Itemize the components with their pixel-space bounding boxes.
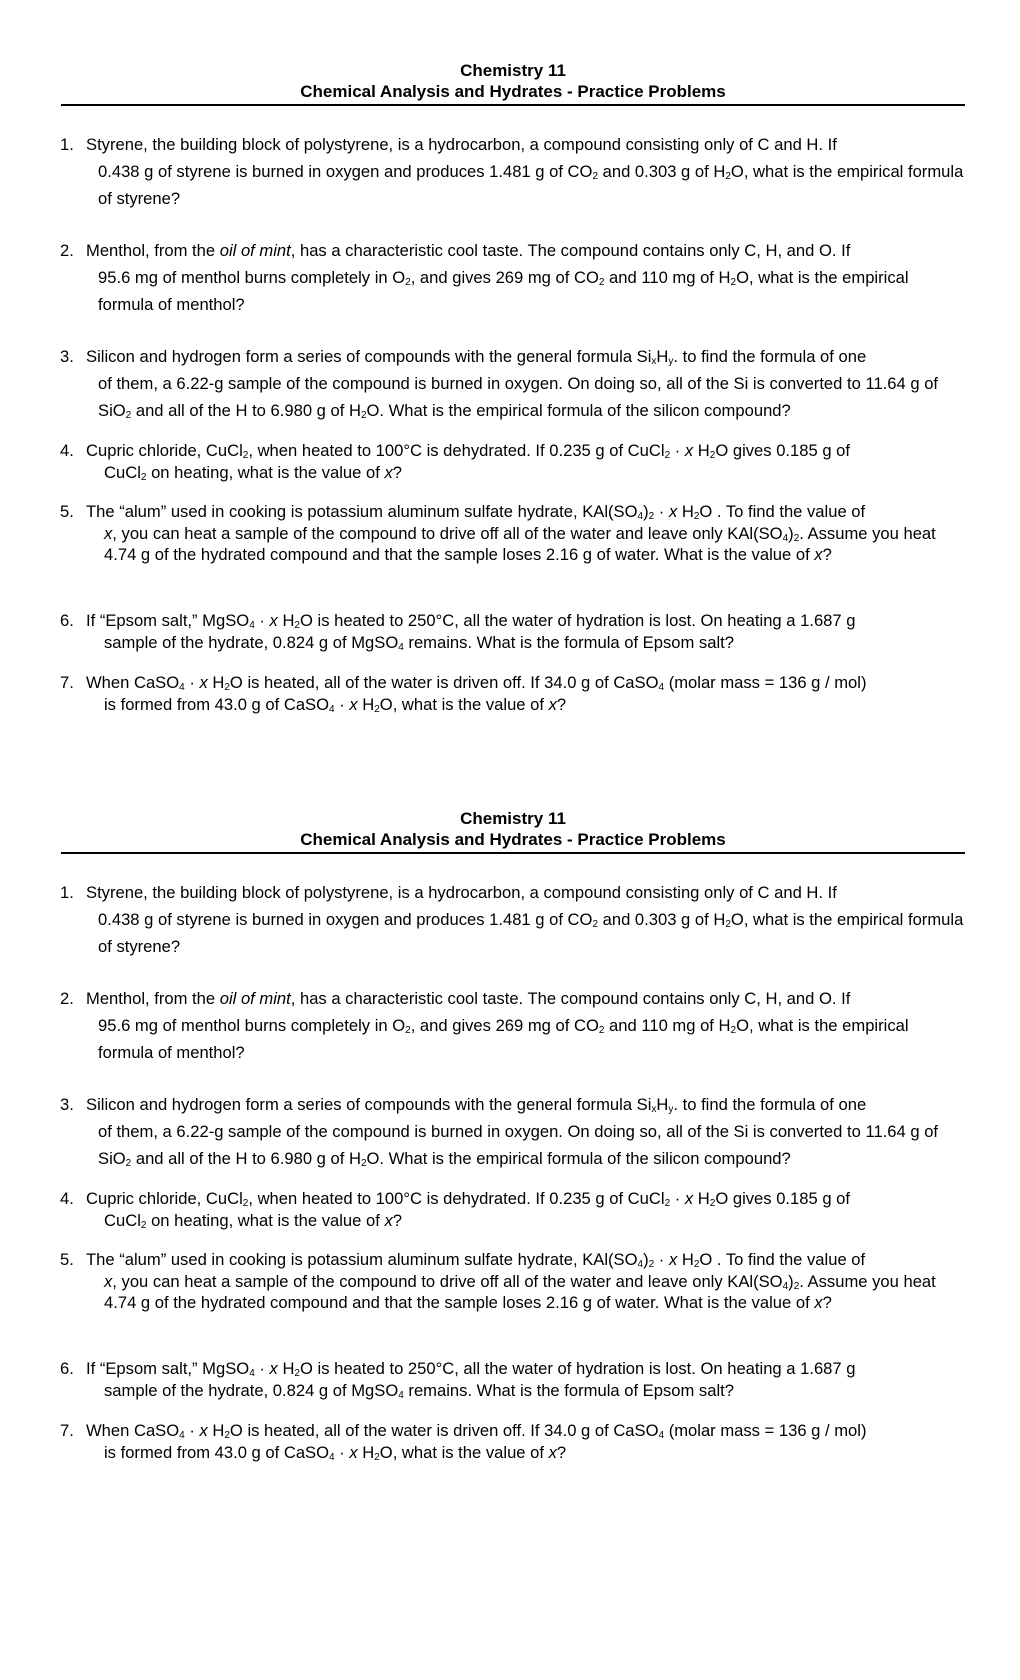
question-1 [60,879,965,960]
worksheet-header [61,808,965,850]
question-7 [60,1420,965,1463]
question-text: When CaSO$_4$ · x $H_2O$ is heated, all of the water is driven off. If 34.0 g of CaSO$_4$ (molar mass = 136 g / mol) is formed from 43.0 g of CaSO$_4$ · x $H_2O$, what is the value of x? [86,1421,867,1463]
question-number: 3. [60,347,74,366]
course-title: Chemistry 11 [460,809,566,828]
question-text: Cupric chloride, CuCl$_2$, when heated to 100°C is dehydrated. If 0.235 g of CuCl$_2$ · x $H_2O$ gives 0.185 g of CuCl$_2$ on heating, what is the value of x? [86,1189,851,1231]
worksheet-title: Chemical Analysis and Hydrates - Practice Problems [300,82,726,101]
course-title: Chemistry 11 [460,61,566,80]
question-number: 2. [60,241,74,260]
question-4 [60,440,965,483]
worksheet-copy-2 [0,748,1020,1488]
question-number: 5. [60,1250,74,1269]
question-text: When CaSO$_4$ · x $H_2O$ is heated, all of the water is driven off. If 34.0 g of CaSO$_4$ (molar mass = 136 g / mol) is formed from 43.0 g of CaSO$_4$ · x $H_2O$, what is the value of x? [86,673,867,715]
question-text: If “Epsom salt,” MgSO$_4$ · x $H_2O$ is heated to 250°C, all the water of hydration is lost. On heating a 1.687 g sample of the hydrate, 0.824 g of MgSO$_4$ remains. What is the formula of Epsom salt? [86,611,856,653]
question-text: Styrene, the building block of polystyrene, is a hydrocarbon, a compound consisting only of C and H. If 0.438 g of styrene is burned in oxygen and produces 1.481 g of $CO_2$ and 0.303 g of $H_2O$, what is the empirical formula of styrene? [86,135,964,208]
worksheet-header [61,60,965,102]
question-5 [60,1249,965,1314]
question-number: 6. [60,1359,74,1378]
question-number: 3. [60,1095,74,1114]
question-2 [60,985,965,1066]
header-divider [61,852,965,854]
question-number: 6. [60,611,74,630]
question-3 [60,343,965,424]
question-7 [60,672,965,715]
question-text: The “alum” used in cooking is potassium aluminum sulfate hydrate, $KAl(SO_4)_2 \cdot x$ $H_2O$ . To find the value of x, you can heat a sample of the compound to drive off all of the water and leave only $KAl(SO_4)_2$. Assume you heat 4.74 g of the hydrated compound and that the sample loses 2.16 g of water. What is the value of x? [86,502,936,564]
question-4 [60,1188,965,1231]
question-number: 7. [60,1421,74,1440]
question-number: 5. [60,502,74,521]
question-6 [60,610,965,653]
question-number: 1. [60,883,74,902]
question-text: The “alum” used in cooking is potassium aluminum sulfate hydrate, $KAl(SO_4)_2 \cdot x$ $H_2O$ . To find the value of x, you can heat a sample of the compound to drive off all of the water and leave only $KAl(SO_4)_2$. Assume you heat 4.74 g of the hydrated compound and that the sample loses 2.16 g of water. What is the value of x? [86,1250,936,1312]
question-number: 4. [60,1189,74,1208]
question-number: 4. [60,441,74,460]
question-number: 1. [60,135,74,154]
question-number: 7. [60,673,74,692]
header-divider [61,104,965,106]
question-number: 2. [60,989,74,1008]
question-3 [60,1091,965,1172]
question-5 [60,501,965,566]
worksheet-title: Chemical Analysis and Hydrates - Practice Problems [300,830,726,849]
question-text: If “Epsom salt,” MgSO$_4$ · x $H_2O$ is heated to 250°C, all the water of hydration is lost. On heating a 1.687 g sample of the hydrate, 0.824 g of MgSO$_4$ remains. What is the formula of Epsom salt? [86,1359,856,1401]
question-1 [60,131,965,212]
question-text: Styrene, the building block of polystyrene, is a hydrocarbon, a compound consisting only of C and H. If 0.438 g of styrene is burned in oxygen and produces 1.481 g of $CO_2$ and 0.303 g of $H_2O$, what is the empirical formula of styrene? [86,883,964,956]
question-2 [60,237,965,318]
question-text: Cupric chloride, CuCl$_2$, when heated to 100°C is dehydrated. If 0.235 g of CuCl$_2$ · x $H_2O$ gives 0.185 g of CuCl$_2$ on heating, what is the value of x? [86,441,851,483]
worksheet-copy-1 [0,0,1020,740]
question-text: Silicon and hydrogen form a series of compounds with the general formula $Si_xH_y$. to find the formula of one of them, a 6.22-g sample of the compound is burned in oxygen. On doing so, all of the Si is converted to 11.64 g of SiO$_2$ and all of the H to 6.980 g of $H_2O$. What is the empirical formula of the silicon compound? [86,347,939,421]
question-text: Menthol, from the oil of mint, has a characteristic cool taste. The compound contains only C, H, and O. If 95.6 mg of menthol burns completely in $O_2$, and gives 269 mg of $CO_2$ and 110 mg of $H_2O$, what is the empirical formula of menthol? [86,241,909,314]
question-text: Silicon and hydrogen form a series of compounds with the general formula $Si_xH_y$. to find the formula of one of them, a 6.22-g sample of the compound is burned in oxygen. On doing so, all of the Si is converted to 11.64 g of SiO$_2$ and all of the H to 6.980 g of $H_2O$. What is the empirical formula of the silicon compound? [86,1095,939,1169]
question-6 [60,1358,965,1401]
question-text: Menthol, from the oil of mint, has a characteristic cool taste. The compound contains only C, H, and O. If 95.6 mg of menthol burns completely in $O_2$, and gives 269 mg of $CO_2$ and 110 mg of $H_2O$, what is the empirical formula of menthol? [86,989,909,1062]
